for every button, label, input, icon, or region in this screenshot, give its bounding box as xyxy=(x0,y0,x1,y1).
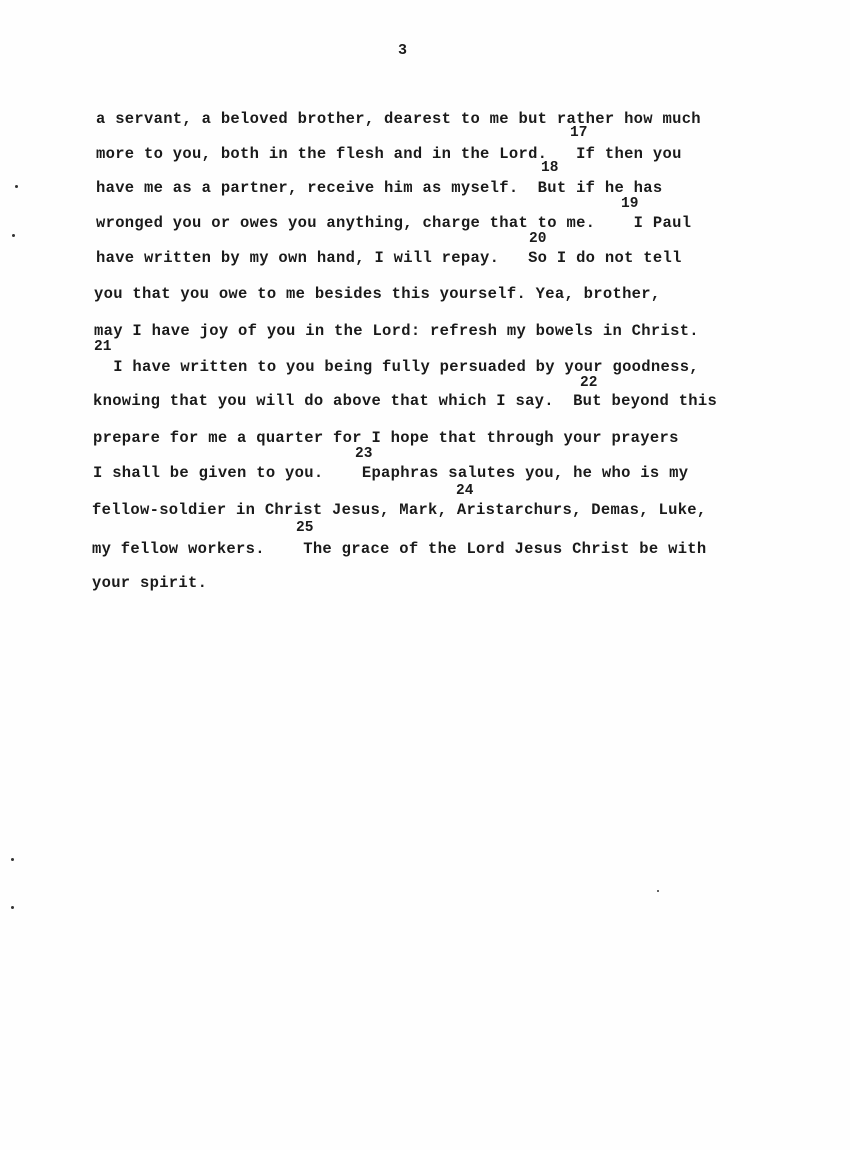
verse-number: 21 xyxy=(94,339,112,355)
text-line: a servant, a beloved brother, dearest to me but rather how much xyxy=(96,110,701,128)
text-line: I shall be given to you. Epaphras salutes you, he who is my xyxy=(93,464,689,482)
text-line: have me as a partner, receive him as myself. But if he has xyxy=(96,179,663,197)
verse-number: 22 xyxy=(580,375,598,391)
text-line: more to you, both in the flesh and in the Lord. If then you xyxy=(96,145,682,163)
text-line: your spirit. xyxy=(92,574,208,592)
text-line: prepare for me a quarter for I hope that through your prayers xyxy=(93,429,679,447)
text-line: you that you owe to me besides this yourself. Yea, brother, xyxy=(94,285,661,303)
page-number: 3 xyxy=(398,42,408,59)
verse-number: 18 xyxy=(541,160,559,176)
verse-number: 25 xyxy=(296,520,314,536)
scan-speck xyxy=(657,890,659,892)
scan-speck xyxy=(11,858,14,861)
scan-speck xyxy=(11,906,14,909)
verse-number: 23 xyxy=(355,446,373,462)
verse-number: 17 xyxy=(570,125,588,141)
text-line: have written by my own hand, I will repay. So I do not tell xyxy=(96,249,682,267)
verse-number: 24 xyxy=(456,483,474,499)
text-line: wronged you or owes you anything, charge that to me. I Paul xyxy=(96,214,692,232)
verse-number: 19 xyxy=(621,196,639,212)
text-line: knowing that you will do above that which I say. But beyond this xyxy=(93,392,718,410)
text-line: fellow-soldier in Christ Jesus, Mark, Aristarchurs, Demas, Luke, xyxy=(92,501,707,519)
text-line: may I have joy of you in the Lord: refresh my bowels in Christ. xyxy=(94,322,699,340)
scan-speck xyxy=(12,234,15,237)
text-line: my fellow workers. The grace of the Lord Jesus Christ be with xyxy=(92,540,707,558)
scan-speck xyxy=(15,185,18,188)
verse-number: 20 xyxy=(529,231,547,247)
text-line: I have written to you being fully persuaded by your goodness, xyxy=(94,358,699,376)
